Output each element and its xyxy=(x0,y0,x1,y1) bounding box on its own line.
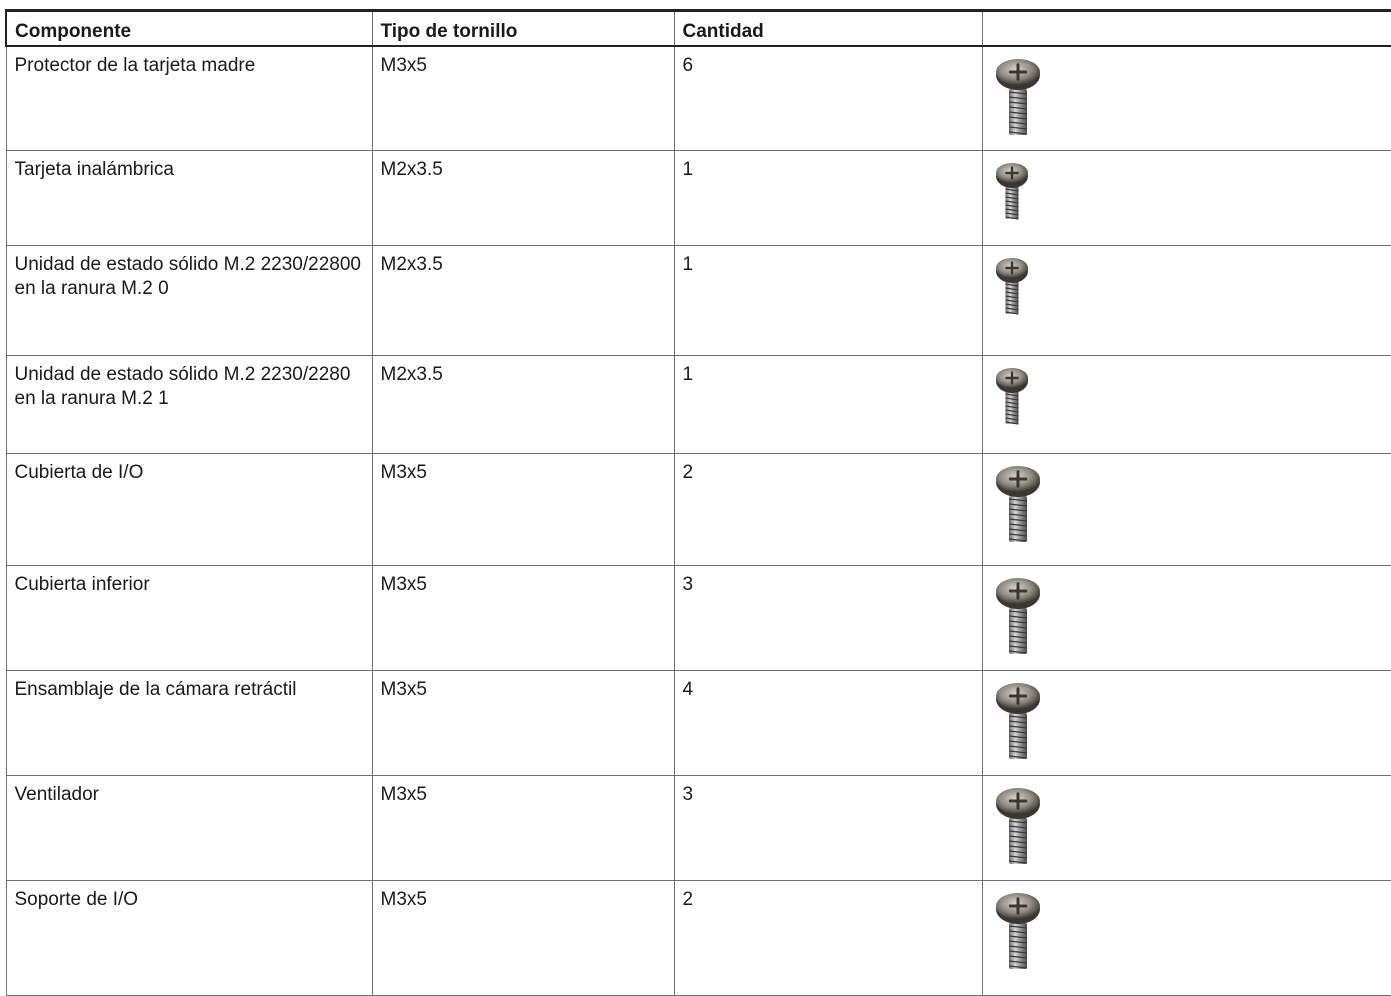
screw-m2x3-5-icon xyxy=(993,258,1031,318)
component-cell: Cubierta de I/O xyxy=(6,454,372,566)
quantity-cell: 1 xyxy=(674,246,982,356)
screw-image-cell xyxy=(982,356,1391,454)
quantity-cell: 2 xyxy=(674,881,982,996)
component-cell: Cubierta inferior xyxy=(6,566,372,671)
table-row xyxy=(6,566,1391,671)
screw-image-cell xyxy=(982,46,1391,151)
screw-image-cell xyxy=(982,671,1391,776)
table-row xyxy=(6,454,1391,566)
screw-image-cell xyxy=(982,246,1391,356)
component-cell: Ensamblaje de la cámara retráctil xyxy=(6,671,372,776)
quantity-cell: 3 xyxy=(674,566,982,671)
screw-image-cell xyxy=(982,881,1391,996)
table-row xyxy=(6,776,1391,881)
screw-image-cell xyxy=(982,151,1391,246)
quantity-cell: 4 xyxy=(674,671,982,776)
component-cell: Soporte de I/O xyxy=(6,881,372,996)
quantity-cell: 3 xyxy=(674,776,982,881)
header-screw-type: Tipo de tornillo xyxy=(372,11,674,46)
component-cell: Tarjeta inalámbrica xyxy=(6,151,372,246)
table-row xyxy=(6,671,1391,776)
screw-image-cell xyxy=(982,454,1391,566)
table-row xyxy=(6,881,1391,996)
screw-list-table xyxy=(5,9,1391,996)
screw-m3x5-icon xyxy=(993,578,1043,658)
quantity-cell: 6 xyxy=(674,46,982,151)
screw-m3x5-icon xyxy=(993,893,1043,973)
screw-image-cell xyxy=(982,566,1391,671)
quantity-cell: 1 xyxy=(674,151,982,246)
component-cell: Ventilador xyxy=(6,776,372,881)
screw-m3x5-icon xyxy=(993,466,1043,546)
component-cell: Unidad de estado sólido M.2 2230/2280 en la ranura M.2 1 xyxy=(6,356,372,454)
screw-type-cell: M2x3.5 xyxy=(372,246,674,356)
screw-type-cell: M3x5 xyxy=(372,566,674,671)
component-cell: Unidad de estado sólido M.2 2230/22800 en la ranura M.2 0 xyxy=(6,246,372,356)
header-component: Componente xyxy=(6,11,372,46)
screw-m3x5-icon xyxy=(993,59,1043,139)
screw-m2x3-5-icon xyxy=(993,163,1031,223)
quantity-cell: 2 xyxy=(674,454,982,566)
table-row xyxy=(6,151,1391,246)
screw-type-cell: M3x5 xyxy=(372,46,674,151)
screw-type-cell: M3x5 xyxy=(372,776,674,881)
header-quantity: Cantidad xyxy=(674,11,982,46)
table-row xyxy=(6,46,1391,151)
table-row xyxy=(6,356,1391,454)
screw-image-cell xyxy=(982,776,1391,881)
screw-m3x5-icon xyxy=(993,788,1043,868)
screw-type-cell: M2x3.5 xyxy=(372,151,674,246)
header-screw-image xyxy=(982,11,1391,46)
screw-type-cell: M2x3.5 xyxy=(372,356,674,454)
screw-type-cell: M3x5 xyxy=(372,671,674,776)
table-header-row xyxy=(6,11,1391,46)
screw-type-cell: M3x5 xyxy=(372,881,674,996)
screw-m2x3-5-icon xyxy=(993,368,1031,428)
component-cell: Protector de la tarjeta madre xyxy=(6,46,372,151)
screw-type-cell: M3x5 xyxy=(372,454,674,566)
table-row xyxy=(6,246,1391,356)
quantity-cell: 1 xyxy=(674,356,982,454)
screw-m3x5-icon xyxy=(993,683,1043,763)
